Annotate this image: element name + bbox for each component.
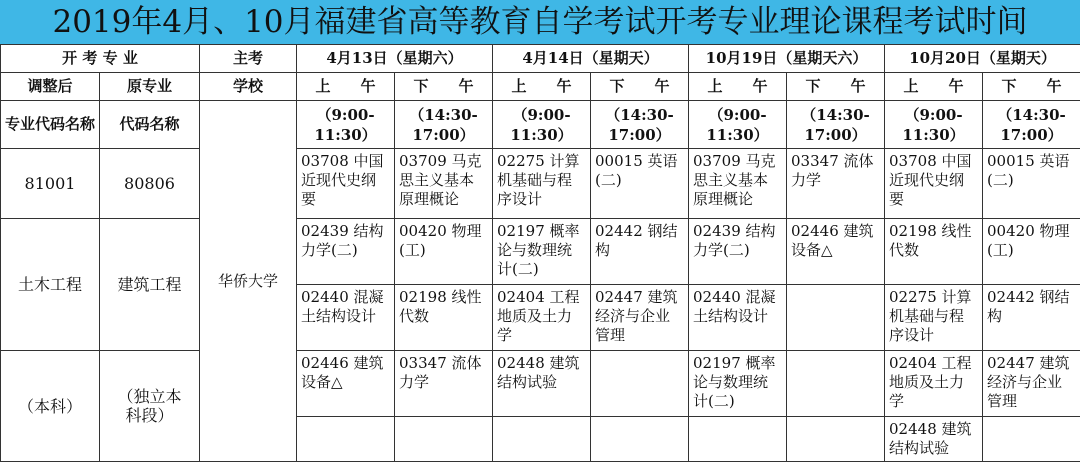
course-cell: 02275 计算机基础与程序设计 (493, 149, 591, 219)
time-end: 17:00） (804, 125, 867, 144)
course-cell (395, 417, 493, 462)
header-pm: 下 午 (983, 73, 1080, 101)
course-cell: 03708 中国近现代史纲要 (297, 149, 395, 219)
header-code-name-new: 专业代码名称 (1, 101, 100, 149)
course-cell: 03347 流体力学 (787, 149, 885, 219)
header-pm: 下 午 (395, 73, 493, 101)
time-end: 17:00） (608, 125, 671, 144)
course-cell: 03347 流体力学 (395, 351, 493, 417)
exam-schedule-table (0, 44, 1080, 462)
course-cell: 00015 英语(二) (983, 149, 1080, 219)
course-cell (787, 351, 885, 417)
new-major-level: （本科） (1, 351, 100, 462)
course-cell: 02447 建筑经济与企业管理 (983, 351, 1080, 417)
time-end: 11:30） (902, 125, 965, 144)
time-pm (787, 101, 885, 149)
course-cell: 02447 建筑经济与企业管理 (591, 285, 689, 351)
old-major-level: （独立本科段） (100, 351, 200, 462)
old-major-name: 建筑工程 (100, 219, 200, 351)
header-school: 学校 (200, 73, 297, 101)
time-start: （14:30- (605, 105, 674, 124)
time-start: （14:30- (997, 105, 1066, 124)
course-cell: 03708 中国近现代史纲要 (885, 149, 983, 219)
new-major-name: 土木工程 (1, 219, 100, 351)
old-major-code: 80806 (100, 149, 200, 219)
course-cell: 02439 结构力学(二) (297, 219, 395, 285)
course-cell: 02198 线性代数 (395, 285, 493, 351)
course-cell: 02440 混凝土结构设计 (297, 285, 395, 351)
header-kaikao-zhuanye: 开 考 专 业 (1, 45, 200, 73)
new-major-code: 81001 (1, 149, 100, 219)
course-cell (983, 417, 1080, 462)
time-start: （9:00- (316, 105, 375, 124)
course-cell: 02404 工程地质及土力学 (493, 285, 591, 351)
course-cell: 02275 计算机基础与程序设计 (885, 285, 983, 351)
time-pm (395, 101, 493, 149)
course-cell (297, 417, 395, 462)
time-am (885, 101, 983, 149)
time-start: （9:00- (904, 105, 963, 124)
course-cell (591, 351, 689, 417)
course-cell: 02442 钢结构 (591, 219, 689, 285)
time-end: 17:00） (412, 125, 475, 144)
header-am: 上 午 (493, 73, 591, 101)
course-cell: 02446 建筑设备△ (787, 219, 885, 285)
page-title: 2019年4月、10月福建省高等教育自学考试开考专业理论课程考试时间 (0, 0, 1080, 44)
header-code-name-old: 代码名称 (100, 101, 200, 149)
course-cell: 00420 物理(工) (395, 219, 493, 285)
time-am (689, 101, 787, 149)
header-am: 上 午 (885, 73, 983, 101)
time-pm (983, 101, 1080, 149)
course-cell: 00015 英语(二) (591, 149, 689, 219)
course-cell: 02448 建筑结构试验 (493, 351, 591, 417)
time-end: 11:30） (706, 125, 769, 144)
time-end: 11:30） (510, 125, 573, 144)
time-start: （14:30- (409, 105, 478, 124)
course-cell (689, 417, 787, 462)
header-date-3: 10月19日（星期天六） (689, 45, 885, 73)
time-am (493, 101, 591, 149)
header-date-2: 4月14日（星期天） (493, 45, 689, 73)
course-cell: 02446 建筑设备△ (297, 351, 395, 417)
course-cell: 02197 概率论与数理统计(二) (493, 219, 591, 285)
header-zhukao: 主考 (200, 45, 297, 73)
course-cell: 02404 工程地质及土力学 (885, 351, 983, 417)
time-start: （9:00- (708, 105, 767, 124)
course-cell (591, 417, 689, 462)
time-am (297, 101, 395, 149)
header-pm: 下 午 (787, 73, 885, 101)
header-pm: 下 午 (591, 73, 689, 101)
course-cell (787, 417, 885, 462)
header-adjusted: 调整后 (1, 73, 100, 101)
header-am: 上 午 (689, 73, 787, 101)
course-cell: 03709 马克思主义基本原理概论 (689, 149, 787, 219)
course-cell: 02442 钢结构 (983, 285, 1080, 351)
time-end: 17:00） (1000, 125, 1063, 144)
course-cell: 03709 马克思主义基本原理概论 (395, 149, 493, 219)
school-name: 华侨大学 (200, 101, 297, 462)
time-pm (591, 101, 689, 149)
time-end: 11:30） (314, 125, 377, 144)
header-am: 上 午 (297, 73, 395, 101)
time-start: （9:00- (512, 105, 571, 124)
course-cell (787, 285, 885, 351)
course-cell (493, 417, 591, 462)
course-cell: 02198 线性代数 (885, 219, 983, 285)
course-cell: 02439 结构力学(二) (689, 219, 787, 285)
header-date-4: 10月20日（星期天） (885, 45, 1080, 73)
course-cell: 02440 混凝土结构设计 (689, 285, 787, 351)
course-cell: 02197 概率论与数理统计(二) (689, 351, 787, 417)
header-date-1: 4月13日（星期六） (297, 45, 493, 73)
course-cell: 00420 物理(工) (983, 219, 1080, 285)
time-start: （14:30- (801, 105, 870, 124)
course-cell: 02448 建筑结构试验 (885, 417, 983, 462)
header-original: 原专业 (100, 73, 200, 101)
